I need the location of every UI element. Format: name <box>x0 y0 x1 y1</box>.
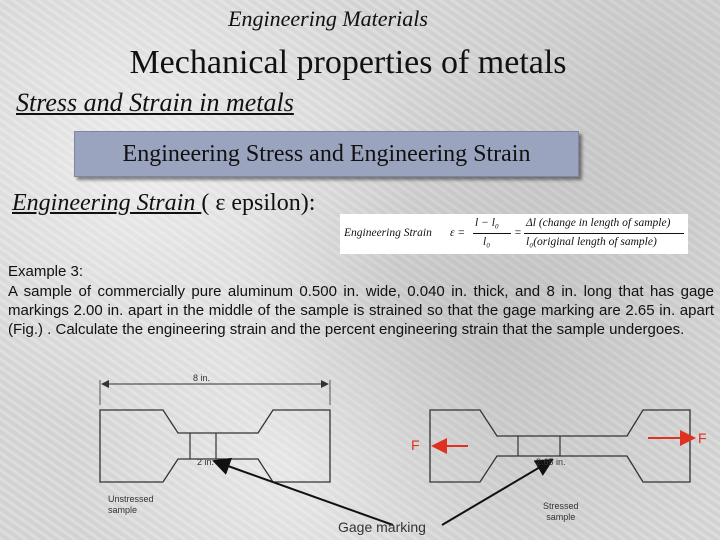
formula-frac2-denominator: l₀(original length of sample) <box>526 236 657 248</box>
course-title: Engineering Materials <box>228 6 428 31</box>
section-heading: Stress and Strain in metals <box>16 88 294 117</box>
example-label: Example 3: <box>8 263 84 280</box>
gage-marking-label: Gage marking <box>338 519 426 535</box>
unstressed-sample-label: Unstressed sample <box>108 494 154 515</box>
strain-term: Engineering Strain <box>12 190 202 216</box>
pointer-to-stressed-gage <box>442 460 552 525</box>
topic-banner <box>74 131 579 177</box>
force-label-right: F <box>698 430 707 446</box>
formula-frac1-numerator: l − l₀ <box>475 217 499 229</box>
formula-frac2-numerator: Δl (change in length of sample) <box>526 217 671 229</box>
formula-frac1-bar <box>473 233 511 234</box>
formula-frac1-denominator: l₀ <box>483 236 491 248</box>
formula-equals: = <box>514 227 522 239</box>
stressed-sample-label: Stressed sample <box>543 501 579 522</box>
force-label-left: F <box>411 437 420 453</box>
formula-frac2-bar <box>524 233 684 234</box>
length-label: 8 in. <box>193 373 211 383</box>
formula-name: Engineering Strain <box>344 227 432 239</box>
gage-stressed-label: 2.65 in. <box>536 457 566 467</box>
gage-unstressed-label: 2 in. <box>197 457 215 467</box>
unstressed-specimen-outline <box>100 410 330 482</box>
strain-definition <box>12 190 315 217</box>
pointer-to-unstressed-gage <box>214 461 393 525</box>
slide-title: Mechanical properties of metals <box>129 44 567 81</box>
strain-symbol-note: ( ε epsilon): <box>201 190 316 216</box>
strain-formula <box>340 214 688 254</box>
formula-symbol: ε = <box>450 227 466 239</box>
example-text: A sample of commercially pure aluminum 0.500 in. wide, 0.040 in. thick, and 8 in. long that has gage markings 2.00 in. apart in the middle of the sample is strained so that the gage marking are 2.65 in. apart (Fig.) . Calculate the engineering strain and the percent engineering strain that the sample undergoes. <box>8 283 714 338</box>
topic-banner-label: Engineering Stress and Engineering Strain <box>122 140 531 167</box>
